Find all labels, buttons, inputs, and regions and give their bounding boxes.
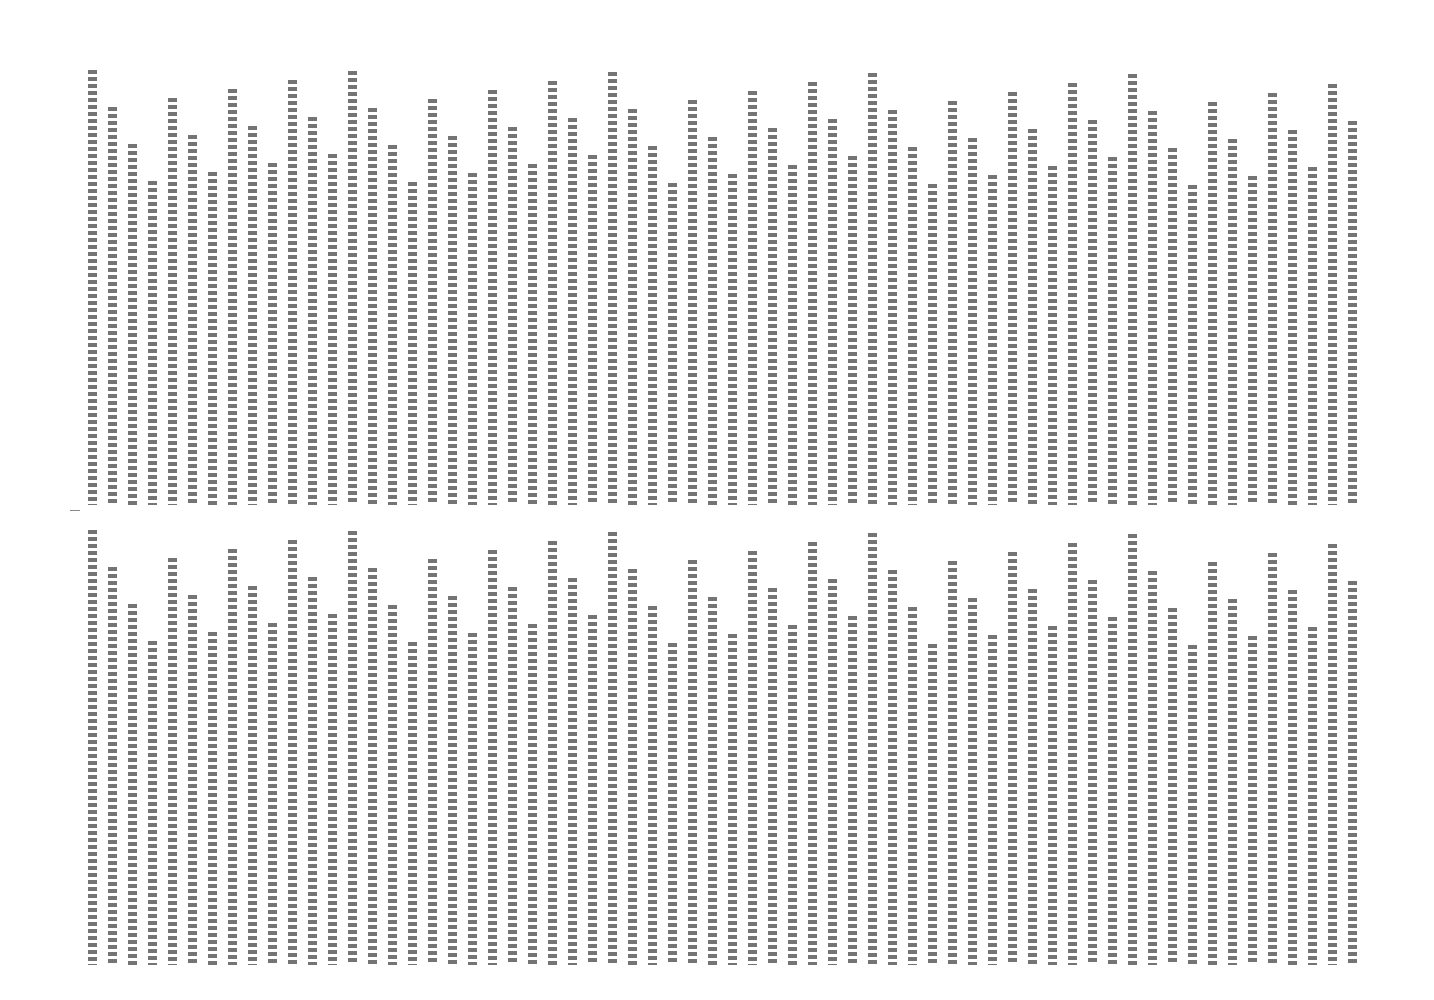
text-line xyxy=(468,173,477,505)
text-line xyxy=(488,550,497,965)
text-line xyxy=(228,89,237,505)
text-line xyxy=(1188,645,1197,965)
text-line xyxy=(788,625,797,965)
text-line xyxy=(308,577,317,965)
text-line xyxy=(1048,626,1057,965)
text-line xyxy=(768,588,777,965)
text-line xyxy=(1088,120,1097,505)
text-line xyxy=(728,634,737,965)
text-line xyxy=(568,118,577,505)
text-line xyxy=(908,147,917,505)
text-line xyxy=(308,117,317,505)
text-line xyxy=(968,138,977,505)
text-line xyxy=(988,175,997,505)
text-line xyxy=(1348,121,1357,505)
text-line xyxy=(1328,544,1337,965)
text-line xyxy=(948,101,957,505)
text-line xyxy=(868,533,877,965)
text-line xyxy=(508,127,517,505)
text-line xyxy=(1288,130,1297,505)
text-line xyxy=(608,532,617,965)
text-line xyxy=(768,128,777,505)
text-line xyxy=(1248,176,1257,505)
text-line xyxy=(248,126,257,505)
text-line xyxy=(1028,589,1037,965)
running-head xyxy=(26,40,70,968)
text-line xyxy=(448,596,457,965)
text-line xyxy=(1108,617,1117,965)
text-line xyxy=(1208,102,1217,505)
text-line xyxy=(1008,92,1017,505)
text-line xyxy=(388,605,397,965)
text-line xyxy=(888,110,897,505)
text-line xyxy=(1088,580,1097,965)
text-line xyxy=(1008,552,1017,965)
text-line xyxy=(1268,553,1277,965)
text-line xyxy=(1068,543,1077,965)
text-column-left xyxy=(80,520,1360,975)
text-line xyxy=(1168,608,1177,965)
text-line xyxy=(628,569,637,965)
text-line xyxy=(408,642,417,965)
text-line xyxy=(188,135,197,505)
text-line xyxy=(328,154,337,505)
text-line xyxy=(528,624,537,965)
text-line xyxy=(1188,185,1197,505)
text-line xyxy=(688,560,697,965)
text-line xyxy=(408,182,417,505)
text-line xyxy=(988,635,997,965)
text-line xyxy=(328,614,337,965)
text-line xyxy=(1308,167,1317,505)
text-line xyxy=(1328,84,1337,505)
text-line xyxy=(668,183,677,505)
text-line xyxy=(668,643,677,965)
text-line xyxy=(168,558,177,965)
text-line xyxy=(828,119,837,505)
text-line xyxy=(348,531,357,965)
text-line xyxy=(428,99,437,505)
text-line xyxy=(1228,599,1237,965)
text-line xyxy=(1148,111,1157,505)
text-line xyxy=(108,567,117,965)
text-line xyxy=(1128,534,1137,965)
text-line xyxy=(948,561,957,965)
text-line xyxy=(648,146,657,505)
text-line xyxy=(348,71,357,505)
text-line xyxy=(848,156,857,505)
text-line xyxy=(168,98,177,505)
text-column-right xyxy=(80,60,1360,515)
text-line xyxy=(568,578,577,965)
text-line xyxy=(968,598,977,965)
text-line xyxy=(128,604,137,965)
text-line xyxy=(1028,129,1037,505)
text-line xyxy=(928,644,937,965)
text-line xyxy=(208,632,217,965)
text-line xyxy=(368,108,377,505)
digitization-credit xyxy=(1412,12,1428,992)
text-line xyxy=(188,595,197,965)
text-line xyxy=(88,530,97,965)
text-line xyxy=(1288,590,1297,965)
text-line xyxy=(1148,571,1157,965)
text-line xyxy=(1168,148,1177,505)
text-line xyxy=(468,633,477,965)
text-line xyxy=(128,144,137,505)
text-line xyxy=(708,137,717,505)
text-line xyxy=(488,90,497,505)
text-line xyxy=(548,541,557,965)
text-line xyxy=(368,568,377,965)
text-line xyxy=(1248,636,1257,965)
text-line xyxy=(1308,627,1317,965)
text-line xyxy=(288,540,297,965)
text-line xyxy=(868,73,877,505)
text-line xyxy=(788,165,797,505)
text-line xyxy=(1228,139,1237,505)
text-line xyxy=(108,107,117,505)
text-line xyxy=(888,570,897,965)
text-line xyxy=(688,100,697,505)
text-line xyxy=(508,587,517,965)
text-line xyxy=(588,155,597,505)
text-line xyxy=(1128,74,1137,505)
text-line xyxy=(528,164,537,505)
text-line xyxy=(608,72,617,505)
text-line xyxy=(908,607,917,965)
text-line xyxy=(388,145,397,505)
text-line xyxy=(748,91,757,505)
text-line xyxy=(428,559,437,965)
text-line xyxy=(708,597,717,965)
text-line xyxy=(748,551,757,965)
text-line xyxy=(628,109,637,505)
text-line xyxy=(228,549,237,965)
text-line xyxy=(548,81,557,505)
text-line xyxy=(728,174,737,505)
text-line xyxy=(1068,83,1077,505)
text-line xyxy=(1108,157,1117,505)
text-line xyxy=(88,70,97,505)
text-line xyxy=(928,184,937,505)
text-line xyxy=(148,641,157,965)
text-line xyxy=(648,606,657,965)
text-line xyxy=(268,623,277,965)
text-line xyxy=(148,181,157,505)
text-line xyxy=(248,586,257,965)
text-line xyxy=(1048,166,1057,505)
text-line xyxy=(208,172,217,505)
text-line xyxy=(808,82,817,505)
text-line xyxy=(828,579,837,965)
text-line xyxy=(448,136,457,505)
text-line xyxy=(1268,93,1277,505)
text-line xyxy=(1208,562,1217,965)
text-line xyxy=(288,80,297,505)
text-line xyxy=(268,163,277,505)
text-line xyxy=(808,542,817,965)
text-line xyxy=(848,616,857,965)
text-line xyxy=(588,615,597,965)
text-line xyxy=(1348,581,1357,965)
